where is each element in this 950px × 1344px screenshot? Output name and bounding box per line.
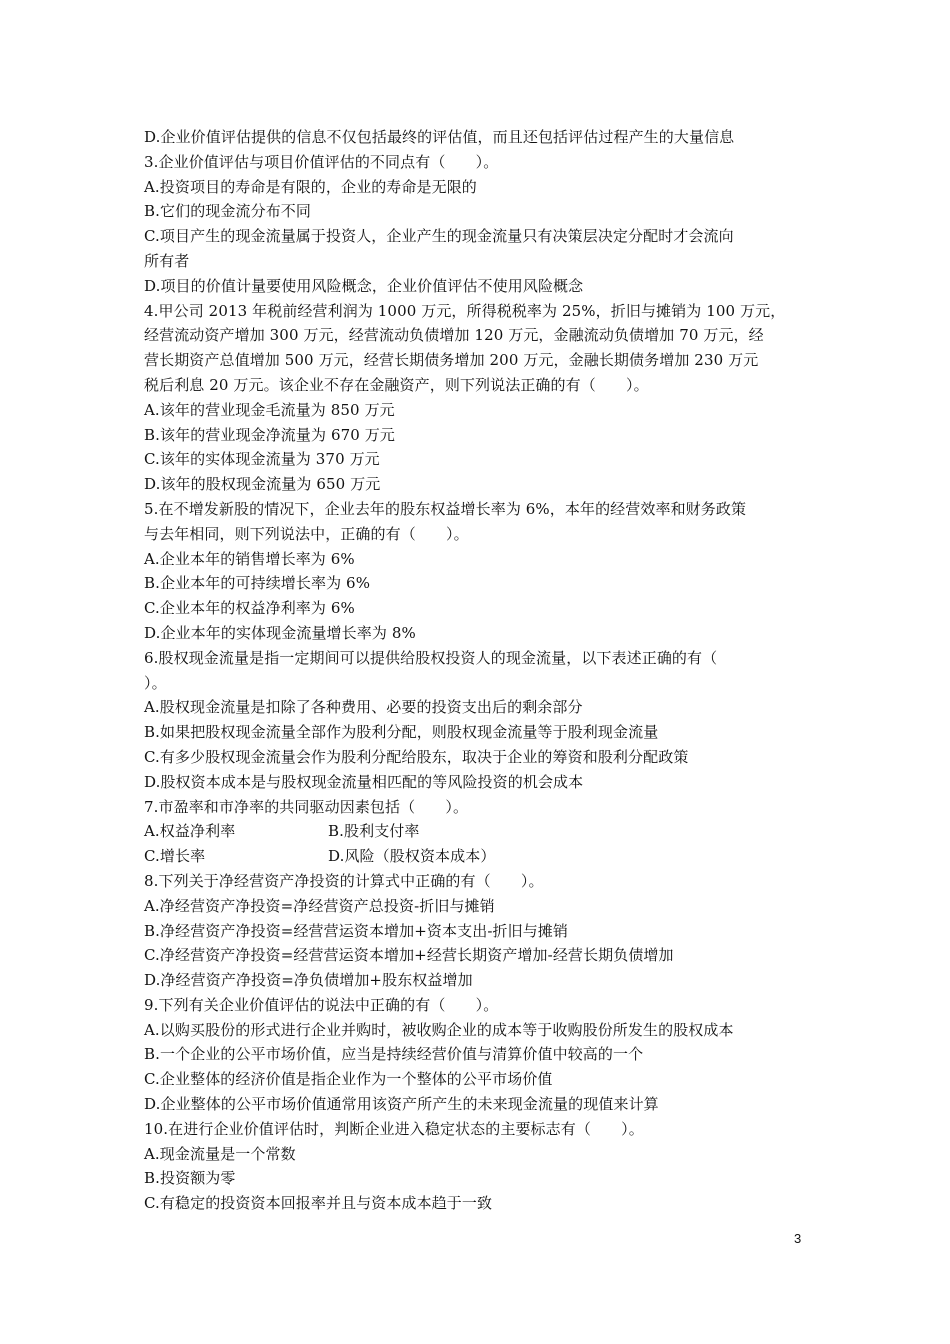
option-row [144,819,814,844]
text-line: 税后利息 20 万元。该企业不存在金融资产，则下列说法正确的有（ ）。 [144,375,649,394]
text-line: B.该年的营业现金净流量为 670 万元 [144,425,395,444]
option-item: C.增长率 [144,847,206,866]
option-item: A.权益净利率 [144,822,236,841]
text-line: D.股权资本成本是与股权现金流量相匹配的等风险投资的机会成本 [144,772,584,791]
text-line: C.净经营资产净投资=经营营运资本增加+经营长期资产增加-经营长期负债增加 [144,946,674,965]
text-line: D.项目的价值计量要使用风险概念，企业价值评估不使用风险概念 [144,276,584,295]
text-line: B.企业本年的可持续增长率为 6% [144,574,371,593]
text-line: 所有者 [144,251,190,270]
text-line: 6.股权现金流量是指一定期间可以提供给股权投资人的现金流量，以下表述正确的有（ [144,648,718,667]
text-line: 10.在进行企业价值评估时，判断企业进入稳定状态的主要标志有（ ）。 [144,1119,644,1138]
text-line: C.有多少股权现金流量会作为股利分配给股东，取决于企业的筹资和股利分配政策 [144,747,689,766]
text-line: 4.甲公司 2013 年税前经营利润为 1000 万元，所得税税率为 25%，折旧与摊销为 100 万元， [144,301,786,320]
text-line: A.以购买股份的形式进行企业并购时，被收购企业的成本等于收购股份所发生的股权成本 [144,1020,734,1039]
text-line: D.净经营资产净投资=净负债增加+股东权益增加 [144,971,473,990]
text-line: C.企业本年的权益净利率为 6% [144,599,355,618]
text-line: B.净经营资产净投资=经营营运资本增加+资本支出-折旧与摊销 [144,921,568,940]
text-line: D.企业本年的实体现金流量增长率为 8% [144,623,416,642]
text-line: B.如果把股权现金流量全部作为股利分配，则股权现金流量等于股利现金流量 [144,723,659,742]
text-line: D.企业整体的公平市场价值通常用该资产所产生的未来现金流量的现值来计算 [144,1095,659,1114]
text-line: 与去年相同，则下列说法中，正确的有（ ）。 [144,524,469,543]
text-line: A.净经营资产净投资=净经营资产总投资-折旧与摊销 [144,896,495,915]
option-item: D.风险（股权资本成本） [328,847,496,866]
text-line: A.现金流量是一个常数 [144,1144,296,1163]
text-line: D.企业价值评估提供的信息不仅包括最终的评估值，而且还包括评估过程产生的大量信息 [144,128,735,146]
option-item: B.股利支付率 [328,822,420,841]
text-line: 3.企业价值评估与项目价值评估的不同点有（ ）。 [144,152,499,171]
text-line: B.一个企业的公平市场价值，应当是持续经营价值与清算价值中较高的一个 [144,1045,644,1064]
text-line: 经营流动资产增加 300 万元，经营流动负债增加 120 万元，金融流动负债增加 70 万元，经 [144,326,764,345]
text-line: A.股权现金流量是扣除了各种费用、必要的投资支出后的剩余部分 [144,698,583,717]
text-line: B.它们的现金流分布不同 [144,202,311,221]
text-line: D.该年的股权现金流量为 650 万元 [144,475,381,494]
text-line: C.项目产生的现金流量属于投资人，企业产生的现金流量只有决策层决定分配时才会流向 [144,227,734,246]
document-body [144,125,814,1216]
text-line: 9.下列有关企业价值评估的说法中正确的有（ ）。 [144,995,499,1014]
text-line: 营长期资产总值增加 500 万元，经营长期债务增加 200 万元，金融长期债务增加 230 万元 [144,351,759,370]
text-line: B.投资额为零 [144,1169,236,1188]
text-line: C.有稳定的投资资本回报率并且与资本成本趋于一致 [144,1194,493,1213]
text-line: A.企业本年的销售增长率为 6% [144,549,355,568]
text-line: 8.下列关于净经营资产净投资的计算式中正确的有（ ）。 [144,871,544,890]
option-row [144,844,814,869]
text-line: 7.市盈率和市净率的共同驱动因素包括（ ）。 [144,797,469,816]
text-line: 5.在不增发新股的情况下，企业去年的股东权益增长率为 6%，本年的经营效率和财务政策 [144,499,747,518]
text-block-before [144,125,814,819]
text-line: C.企业整体的经济价值是指企业作为一个整体的公平市场价值 [144,1070,553,1089]
text-line: A.投资项目的寿命是有限的，企业的寿命是无限的 [144,177,477,196]
text-line: C.该年的实体现金流量为 370 万元 [144,450,380,469]
page-number: 3 [794,1231,802,1246]
text-line: A.该年的营业现金毛流量为 850 万元 [144,400,395,419]
text-block-after [144,869,814,1216]
text-line: ）。 [144,673,167,692]
q7-options-grid [144,819,814,869]
